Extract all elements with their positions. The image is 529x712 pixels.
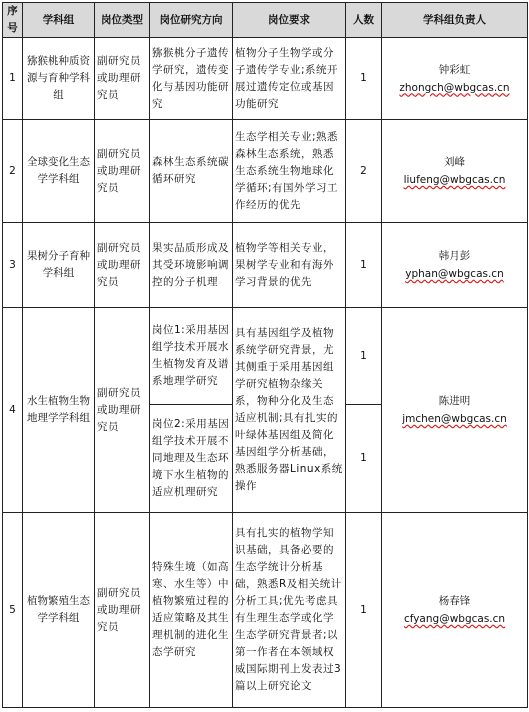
row-contact: [382, 38, 528, 120]
contact-name: 钟彩虹: [438, 63, 471, 76]
row-no: 1: [3, 38, 23, 120]
contact-email[interactable]: jmchen@wbgcas.cn: [402, 413, 507, 425]
row-direction-b: 岗位2:采用基因组学技术开展不同地理及生态环境下水生植物的适应机理研究: [150, 405, 233, 513]
table-row: [3, 513, 528, 708]
row-no: 2: [3, 120, 23, 223]
row-type: 副研究员或助理研究员: [95, 223, 150, 308]
row-direction: 果实品质形成及其受环境影响调控的分子机理: [150, 223, 233, 308]
row-requirement: 具有基因组学及植物系统学研究背景，尤其侧重于采用基因组学研究植物杂缘关系，物种分化及生态适应机制;具有扎实的叶绿体基因组及简化基因组学分析基础，熟悉服务器Linux系统操作: [233, 308, 346, 513]
contact-name: 刘峰: [444, 156, 465, 168]
contact-email[interactable]: zhongch@wbgcas.cn: [399, 81, 510, 94]
row-group: 植物繁殖生态学学科组: [23, 513, 95, 708]
row-count: 1: [346, 223, 382, 308]
row-direction-a: 岗位1:采用基因组学技术开展水生植物发育及谱系地理学研究: [150, 308, 233, 405]
row-no: 5: [3, 513, 23, 708]
header-direction: 岗位研究方向: [150, 3, 233, 38]
row-requirement: 生态学相关专业;熟悉森林生态系统，熟悉生态系统生物地球化学循环;有国外学习工作经历的优先: [233, 120, 346, 223]
row-type: 副研究员或助理研究员: [95, 308, 150, 513]
row-group: 果树分子育种学科组: [23, 223, 95, 308]
row-type: 副研究员或助理研究员: [95, 513, 150, 708]
contact-email[interactable]: cfyang@wbgcas.cn: [403, 613, 506, 625]
row-group: 全球变化生态学学科组: [23, 120, 95, 223]
row-type: 副研究员或助理研究员: [95, 120, 150, 223]
contact-email[interactable]: yphan@wbgcas.cn: [405, 268, 504, 280]
row-count-a: 1: [346, 308, 382, 405]
contact-name: 杨春锋: [438, 595, 471, 607]
row-direction: 特殊生境（如高寒、水生等）中植物繁殖过程的适应策略及其生理机制的进化生态学研究: [150, 513, 233, 708]
row-contact: [382, 120, 528, 223]
row-count-b: 1: [346, 405, 382, 513]
row-count: 2: [346, 120, 382, 223]
row-direction: 森林生态系统碳循环研究: [150, 120, 233, 223]
row-contact: [382, 513, 528, 708]
row-group: 水生植物生物地理学学科组: [23, 308, 95, 513]
row-no: 3: [3, 223, 23, 308]
table-row: [3, 223, 528, 308]
table-row: [3, 308, 528, 405]
header-type: 岗位类型: [95, 3, 150, 38]
contact-name: 韩月彭: [438, 250, 471, 262]
row-no: 4: [3, 308, 23, 513]
row-group: 猕猴桃种质资源与育种学科组: [23, 38, 95, 120]
header-row: [3, 3, 528, 38]
recruitment-table: [2, 2, 528, 708]
header-no: 序号: [3, 3, 23, 38]
header-contact: 学科组负责人: [382, 3, 528, 38]
header-count: 人数: [346, 3, 382, 38]
contact-email[interactable]: liufeng@wbgcas.cn: [403, 174, 506, 186]
row-count: 1: [346, 513, 382, 708]
contact-name: 陈进明: [438, 395, 471, 407]
header-group: 学科组: [23, 3, 95, 38]
header-requirement: 岗位要求: [233, 3, 346, 38]
row-requirement: 具有扎实的植物学知识基础，具备必要的生态学统计分析基础，熟悉R及相关统计分析工具;优先考虑具有生理生态学或化学生态学研究背景者;以第一作者在本领域权威国际期刊上发表过3篇以上研究论文: [233, 513, 346, 708]
table-row: [3, 38, 528, 120]
row-requirement: 植物分子生物学或分子遗传学专业;系统开展过遗传定位或基因功能研究: [233, 38, 346, 120]
row-contact: [382, 223, 528, 308]
row-type: 副研究员或助理研究员: [95, 38, 150, 120]
row-contact: [382, 308, 528, 513]
row-requirement: 植物学等相关专业，果树学专业和有海外学习背景的优先: [233, 223, 346, 308]
row-count: 1: [346, 38, 382, 120]
table-row: [3, 120, 528, 223]
row-direction: 猕猴桃分子遗传学研究，遗传变化与基因功能研究: [150, 38, 233, 120]
